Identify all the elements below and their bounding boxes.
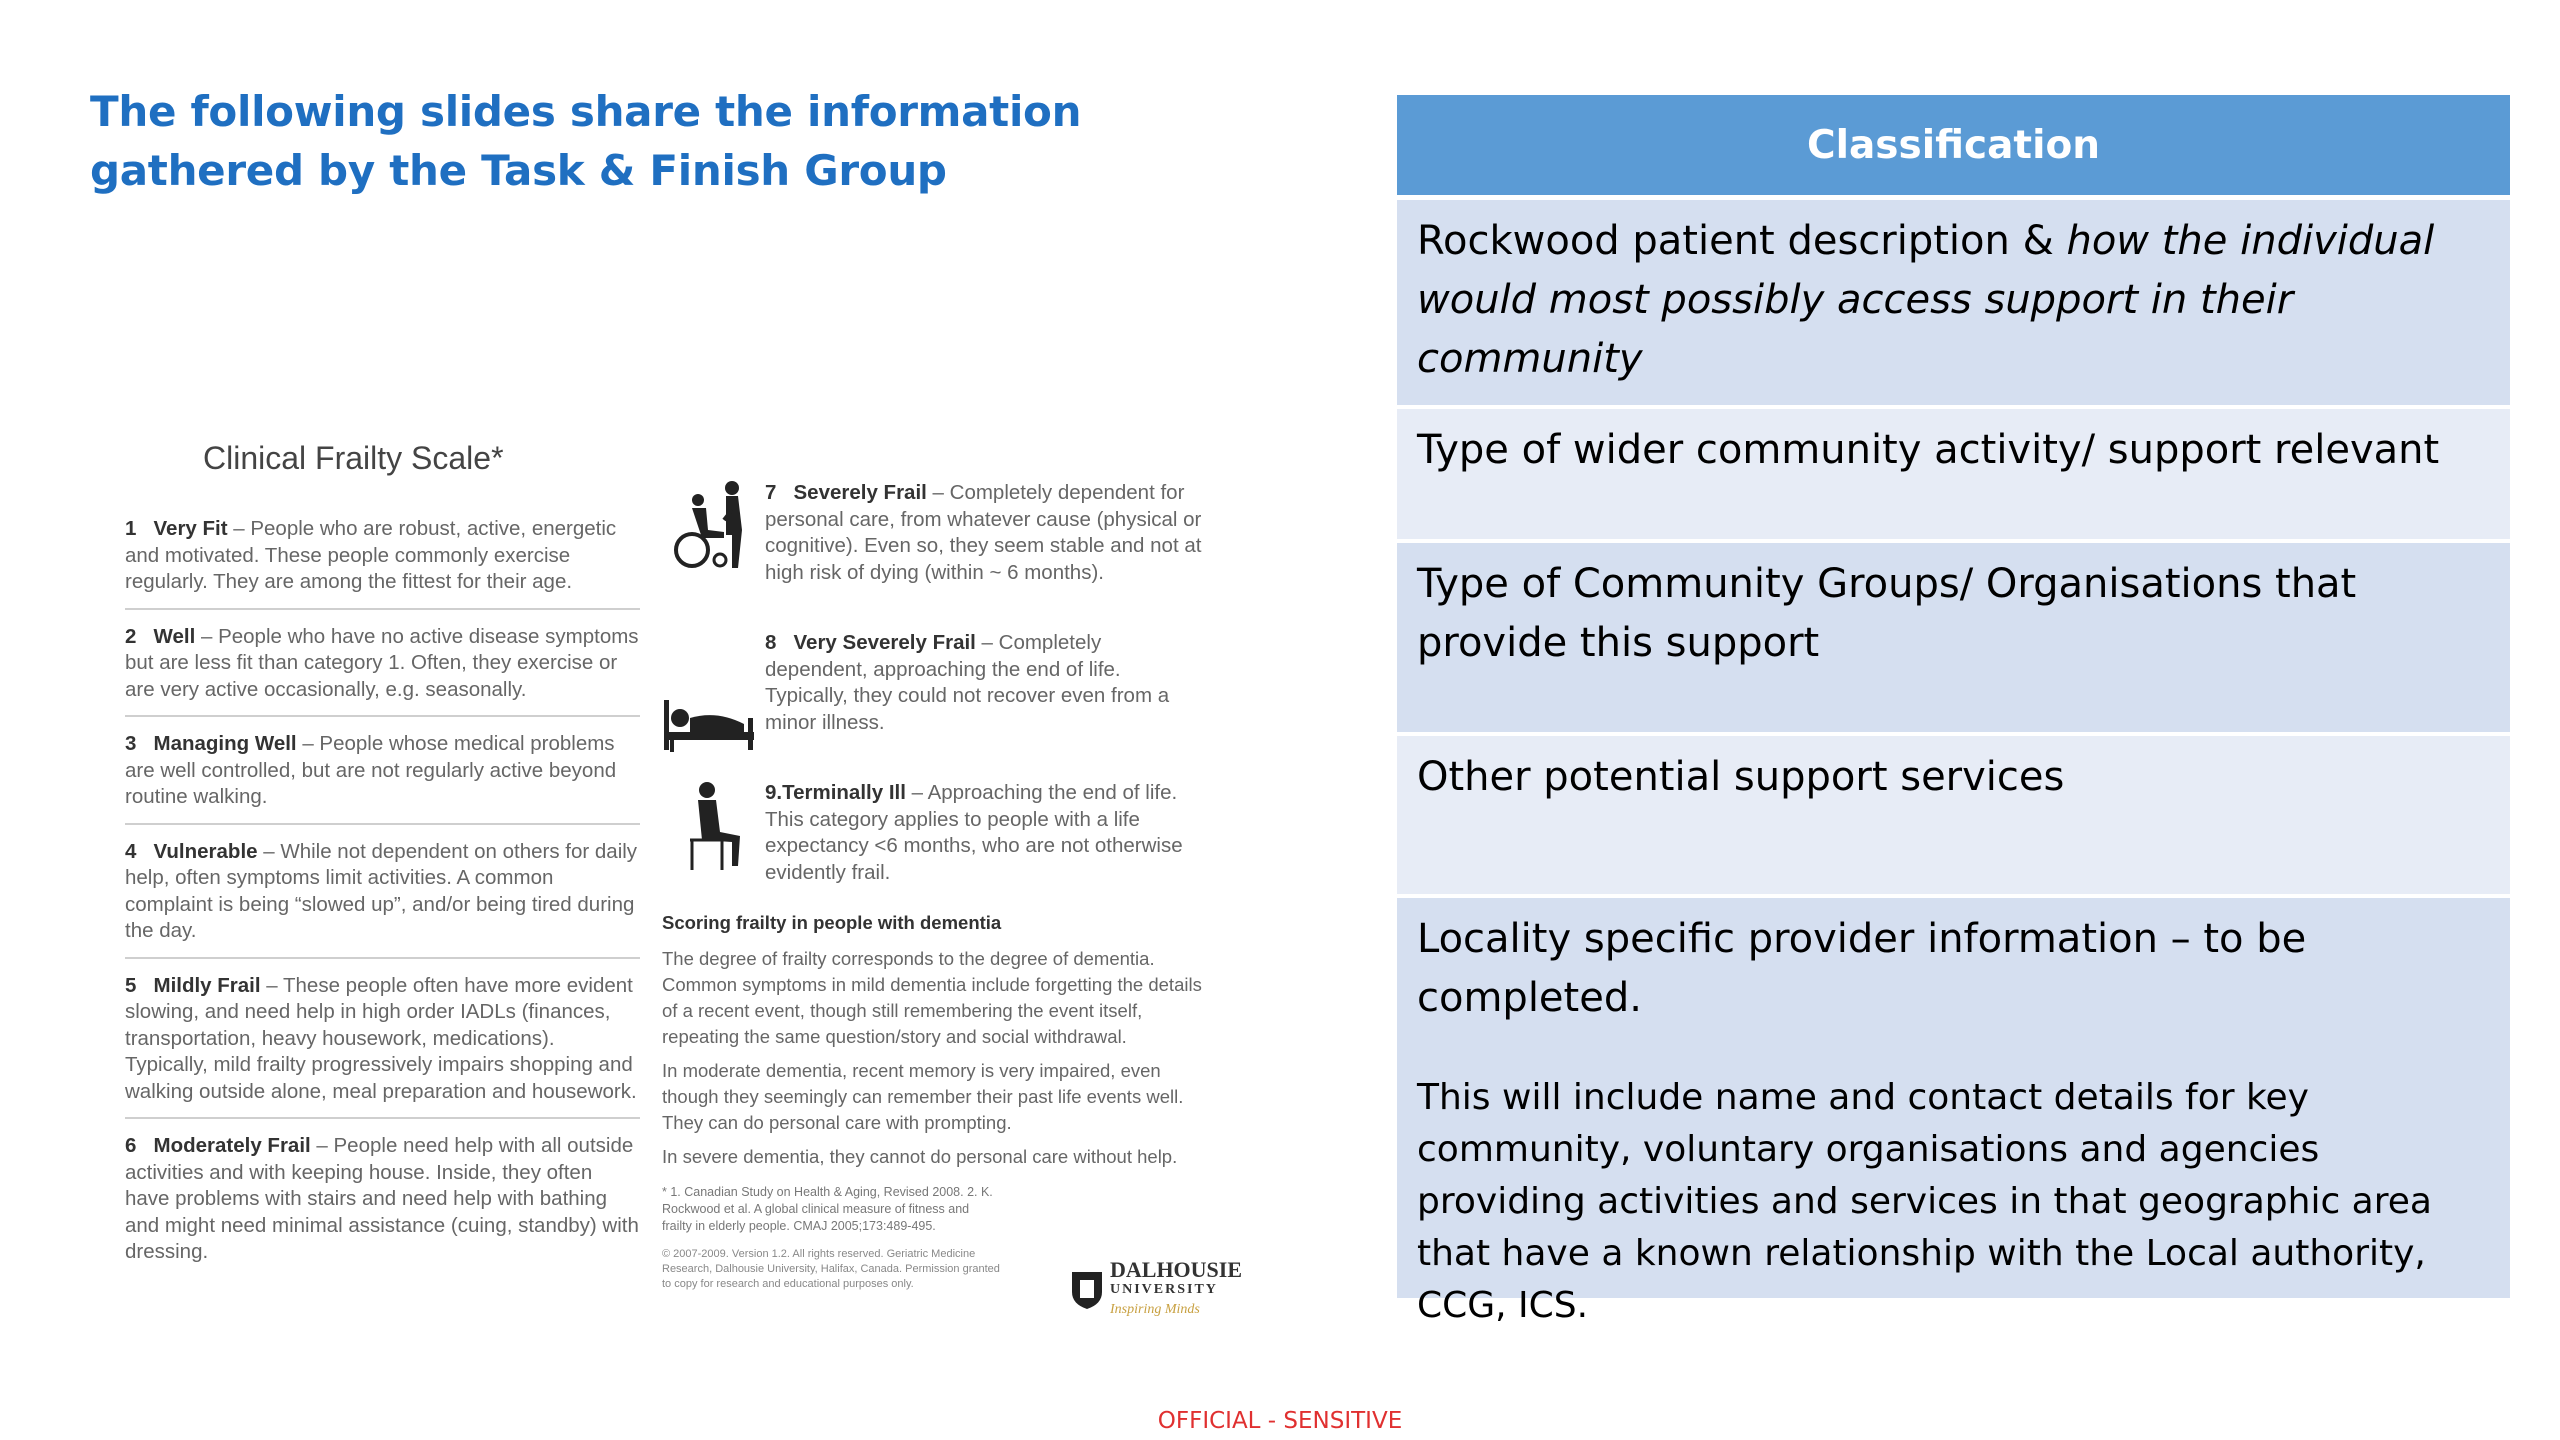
cfs-item-7 — [662, 480, 1202, 600]
bed-icon — [662, 680, 757, 770]
row-other-services-text: Other potential support services — [1417, 754, 2065, 800]
cfs-item-8 — [662, 630, 1202, 750]
slide-title-line-1: The following slides share the information — [90, 87, 1082, 136]
cfs-item-num: 6 — [125, 1134, 137, 1157]
logo-sub: UNIVERSITY — [1110, 1282, 1218, 1297]
cfs-item-text: – Approaching the end of life. This category applies to people with a life expectancy <6 months, who are not otherwise evidently frail. — [765, 781, 1183, 884]
cfs-item-num: 1 — [125, 517, 137, 540]
slide-title — [90, 82, 1090, 200]
cfs-item-text: – People who have no active disease symptoms but are less fit than category 1. Often, they exercise or are very active occasionally, e.g. seasonally. — [125, 624, 639, 701]
cfs-item-5 — [125, 967, 640, 1120]
clinical-frailty-scale-image — [125, 440, 1243, 1320]
dementia-paragraph-1: The degree of frailty corresponds to the degree of dementia. Common symptoms in mild dementia include forgetting the details of a recent event, though still remembering the event itself, repeating the same question/story and social withdrawal. — [662, 948, 1202, 1047]
classification-row-rockwood — [1397, 200, 2510, 409]
classification-footer: OFFICIAL - SENSITIVE — [1157, 1408, 1403, 1434]
cfs-item-text: – While not dependent on others for daily help, often symptoms limit activities. A common complaint is being “slowed up”, and/or being tired during the day. — [125, 839, 638, 942]
logo-name: DALHOUSIE — [1110, 1257, 1243, 1282]
cfs-item-name: Severely Frail — [793, 481, 927, 504]
cfs-dementia-section — [662, 910, 1202, 1292]
cfs-item-name: Very Fit — [153, 517, 228, 540]
classification-row-other-services — [1397, 736, 2510, 898]
dalhousie-logo — [1070, 1257, 1243, 1320]
cfs-item-num: 5 — [125, 973, 137, 997]
cfs-item-2 — [125, 618, 640, 718]
cfs-item-text: – These people often have more evident slowing, and need help in high order IADLs (finances, transportation, heavy housework, medications). Typically, mild frailty progressively impairs shopping and walking outside alone, meal preparation and housework. — [125, 973, 637, 1103]
row-groups-text: Type of Community Groups/ Organisations that provide this support — [1417, 561, 2357, 666]
cfs-item-name: Terminally Ill — [782, 781, 906, 804]
row-activity-text: Type of wider community activity/ support relevant — [1417, 427, 2440, 473]
university-crest-icon — [1070, 1270, 1104, 1310]
cfs-item-text: – People whose medical problems are well controlled, but are not regularly active beyond routine walking. — [125, 732, 617, 808]
row-rockwood-italic: how the individual would most possibly access support in their community — [1417, 218, 2435, 382]
cfs-item-1 — [125, 510, 640, 610]
classification-table — [1397, 95, 2510, 1326]
cfs-item-text: – People who are robust, active, energetic and motivated. These people commonly exercise regularly. They are among the fittest for their age. — [125, 517, 617, 593]
row-locality-text: Locality specific provider information – to be completed. — [1417, 916, 2307, 1021]
cfs-item-3 — [125, 725, 640, 825]
cfs-item-name: Vulnerable — [153, 839, 258, 863]
cfs-title: Clinical Frailty Scale* — [203, 440, 504, 476]
cfs-item-num: 8 — [765, 631, 777, 654]
cfs-item-text: – Completely dependent, approaching the end of life. Typically, they could not recover even from a minor illness. — [765, 631, 1170, 734]
cfs-item-num: 9. — [765, 781, 783, 804]
slide-title-line-2: gathered by the Task & Finish Group — [90, 146, 947, 195]
classification-row-groups — [1397, 543, 2510, 736]
cfs-item-name: Well — [153, 624, 196, 648]
cfs-item-name: Managing Well — [153, 732, 297, 755]
logo-tagline: Inspiring Minds — [1110, 1302, 1200, 1317]
cfs-item-9 — [662, 780, 1202, 884]
cfs-item-text: – People need help with all outside activities and with keeping house. Inside, they often have problems with stairs and need help with bathing and might need minimal assistance (cuing, standby) with dressing. — [125, 1134, 639, 1263]
classification-row-activity — [1397, 409, 2510, 543]
classification-row-locality — [1397, 898, 2510, 1326]
cfs-item-num: 3 — [125, 732, 137, 755]
cfs-item-num: 2 — [125, 624, 137, 648]
cfs-item-6 — [125, 1127, 640, 1278]
cfs-item-4 — [125, 833, 640, 959]
row-locality-note: This will include name and contact details for key community, voluntary organisations and agencies providing activities and services in that geographic area that have a known relationship with the Local authority, CCG, ICS. — [1417, 1077, 2432, 1326]
cfs-item-name: Very Severely Frail — [793, 631, 976, 654]
dementia-paragraph-3: In severe dementia, they cannot do personal care without help. — [662, 1146, 1178, 1167]
dementia-paragraph-2: In moderate dementia, recent memory is very impaired, even though they seemingly can remember their past life events well. They can do personal care with prompting. — [662, 1060, 1184, 1133]
cfs-copyright: © 2007-2009. Version 1.2. All rights reserved. Geriatric Medicine Research, Dalhousie University, Halifax, Canada. Permission granted to copy for research and educational purposes only. — [662, 1248, 1000, 1290]
seated-person-icon — [662, 780, 757, 870]
wheelchair-caregiver-icon — [662, 480, 757, 570]
cfs-item-text: – Completely dependent for personal care, from whatever cause (physical or cognitive). Even so, they seem stable and not at high risk of dying (within ~ 6 months). — [765, 481, 1202, 584]
dementia-heading: Scoring frailty in people with dementia — [662, 912, 1002, 933]
cfs-references: * 1. Canadian Study on Health & Aging, Revised 2008. 2. K. Rockwood et al. A global clinical measure of fitness and frailty in elderly people. CMAJ 2005;173:489-495. — [662, 1185, 993, 1233]
cfs-item-name: Moderately Frail — [153, 1134, 311, 1157]
cfs-item-num: 4 — [125, 839, 137, 863]
cfs-item-name: Mildly Frail — [153, 973, 261, 997]
classification-header: Classification — [1397, 95, 2510, 195]
cfs-right-column — [662, 480, 1202, 1292]
cfs-left-column — [125, 510, 640, 1286]
cfs-item-num: 7 — [765, 481, 777, 504]
row-rockwood-text: Rockwood patient description & — [1417, 218, 2067, 264]
